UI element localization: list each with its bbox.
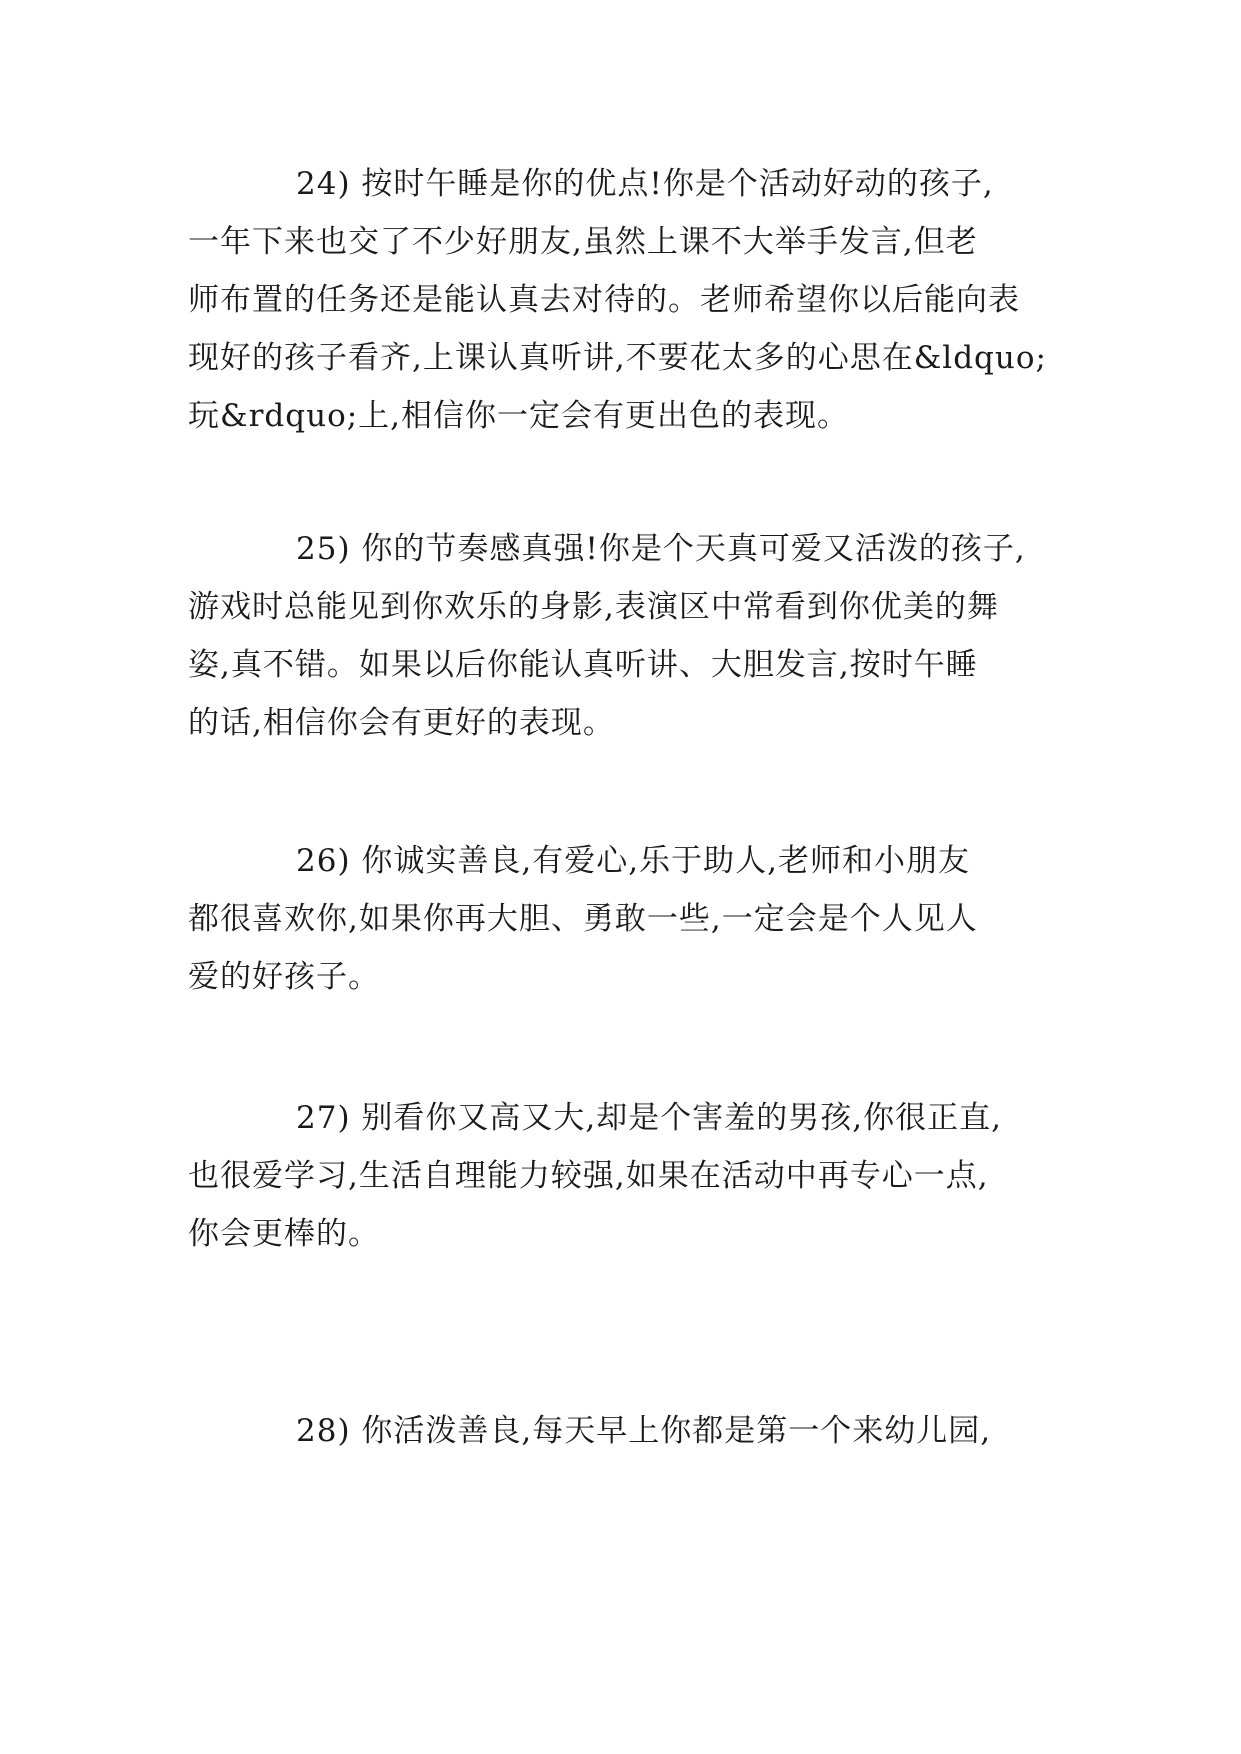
paragraph-line: 28) 你活泼善良,每天早上你都是第一个来幼儿园,: [296, 1413, 992, 1449]
paragraph-28: [188, 1402, 1068, 1460]
paragraph-26: [188, 832, 1068, 1006]
paragraph-line: 26) 你诚实善良,有爱心,乐于助人,老师和小朋友: [296, 843, 970, 879]
paragraph-line: 你会更棒的。: [188, 1216, 380, 1252]
paragraph-25: [188, 520, 1068, 752]
paragraph-line: 24) 按时午睡是你的优点!你是个活动好动的孩子,: [296, 166, 994, 202]
paragraph-line: 也很爱学习,生活自理能力较强,如果在活动中再专心一点,: [188, 1158, 989, 1194]
paragraph-line: 师布置的任务还是能认真去对待的。老师希望你以后能向表: [188, 282, 1020, 318]
paragraph-line: 玩&rdquo;上,相信你一定会有更出色的表现。: [188, 398, 850, 434]
paragraph-line: 爱的好孩子。: [188, 959, 380, 995]
paragraph-line: 25) 你的节奏感真强!你是个天真可爱又活泼的孩子,: [296, 531, 1026, 567]
paragraph-line: 游戏时总能见到你欢乐的身影,表演区中常看到你优美的舞: [188, 589, 999, 625]
paragraph-24: [188, 155, 1068, 445]
paragraph-line: 的话,相信你会有更好的表现。: [188, 705, 615, 741]
paragraph-line: 现好的孩子看齐,上课认真听讲,不要花太多的心思在&ldquo;: [188, 340, 1047, 376]
paragraph-line: 姿,真不错。如果以后你能认真听讲、大胆发言,按时午睡: [188, 647, 978, 683]
paragraph-27: [188, 1089, 1068, 1263]
paragraph-line: 27) 别看你又高又大,却是个害羞的男孩,你很正直,: [296, 1100, 1002, 1136]
paragraph-line: 一年下来也交了不少好朋友,虽然上课不大举手发言,但老: [188, 224, 978, 260]
paragraph-line: 都很喜欢你,如果你再大胆、勇敢一些,一定会是个人见人: [188, 901, 978, 937]
